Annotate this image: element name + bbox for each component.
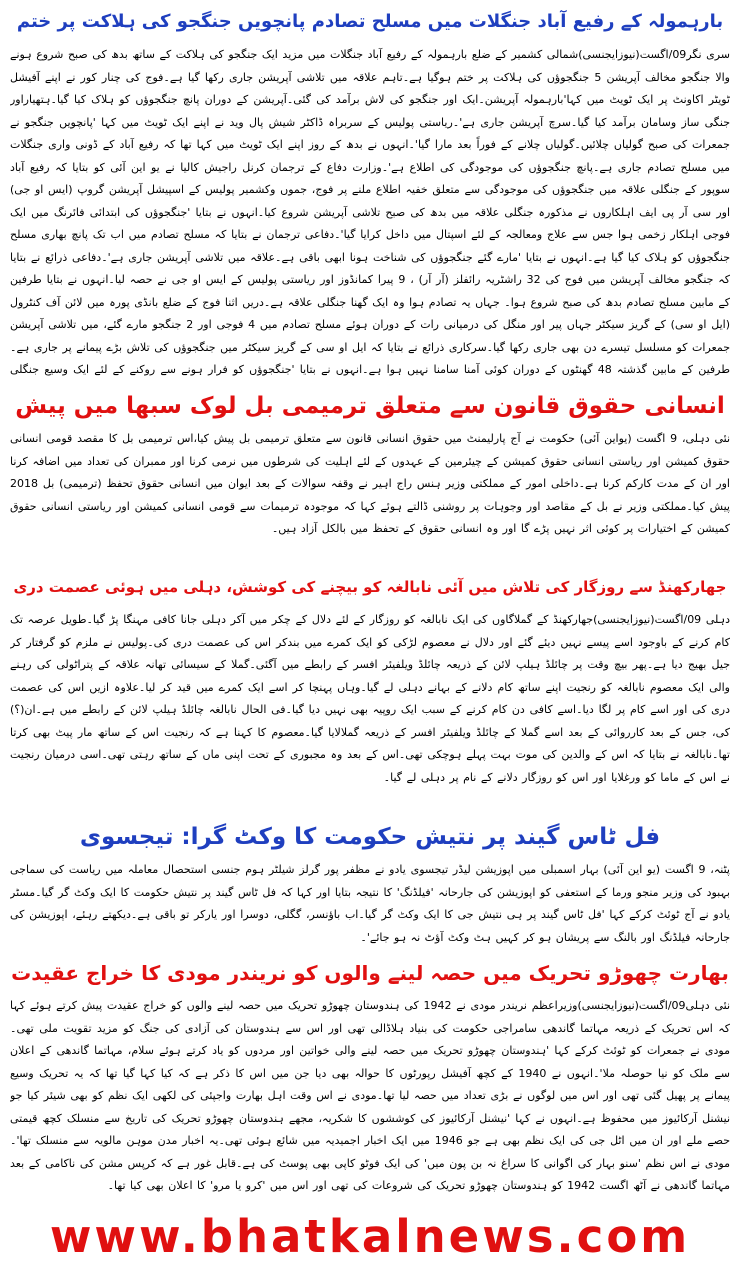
site-footer-url[interactable]: www.bhatkalnews.com — [49, 1210, 691, 1263]
article-body: دہلی 09/اگست(نیوزایجنسی)جھارکھنڈ کے گملاگاوں کی ایک نابالغہ کو روزگار کے لئے دلال کے چکر میں آکر دہلی جانا کافی مہنگا پڑ گیا۔طویل عرصہ تک کام کرنے کے باوجود اسے پیسے نہیں دیئے گئے اور دلال نے معصوم لڑکی کو ایک کمرے میں بندکر اس کی عصمت دری کی۔پولیس نے ملزم کو گرفتار کر جیل بھیج دیا ہے۔پھر بیچ وقت پر چائلڈ ہیلپ لائن کے ذریعہ چائلڈ ویلفیئر افسر کے رابطے میں آگئی۔گملا کے سیسائی تھانہ علاقہ کے پتراٹولی کی رہنے والی ایک معصوم نابالغہ کو رنجیت اپنے ساتھ کام دلانے کے بہانے دہلی لے گیا۔وہاں پہنچا کر اسے ایک کمرے میں قید کر لیا۔علاوہ ازیں اس کی عصمت دری کی اور اسے کام پر لگا دیا۔اسے کافی دن کام کرنے کے سبب ایک روپیہ بھی نہیں دیا گیا۔فی الحال نابالغہ چائلڈ ہیلپ لائن کے رابطے میں ہے۔ان(؟) کی، جس کے بعد کارروائی کے بعد اسے گملا کے چائلڈ ویلفیئر افسر کے ذریعہ گملالایا گیا۔معصوم کا کہنا ہے کہ رنجیت اس کے ساتھ مار پیٹ بھی کرتا تھا۔نابالغہ نے بتایا کہ اس کے والدین کی موت بہت پہلے ہوچکی تھی۔اس کے بعد وہ مجبوری کے تحت اپنی ماں کے ساتھ رہتی تھی۔اسی درمیان رنجیت نے اس کے ماما کو ورغلایا اور اس کو روزگار دلانے کے نام پر دہلی لے گیا۔ — [10, 613, 730, 784]
article-jharkhand-minor — [10, 569, 730, 813]
article-body: نئی دہلی09/اگست(نیوزایجنسی)وزیراعظم نریندر مودی نے 1942 کی ہندوستان چھوڑو تحریک میں حصہ لینے والوں کو خراج عقیدت پیش کرتے ہوئے کہا کہ اس تحریک کے ذریعہ مہاتما گاندھی سامراجی حکومت کی بنیاد ہلاڈالی تھی اور اس سے ہندوستان کی آزادی کی جنگ کو مزید تقویت ملی تھی۔مودی نے جمعرات کو ٹوئٹ کرکے کہا 'ہندوستان چھوڑو تحریک میں حصہ لینے والی خواتین اور مردوں کو یاد کرتے ہوئے سلام، مہاتما گاندھی کے اعلان سے ملک کو نیا حوصلہ ملا'۔انہوں نے 1940 کے کچھ آفیشل رپورٹوں کا حوالہ بھی دیا جن میں اس کا ذکر ہے کہ کیا کہا گیا تھا کہ یہ تحریک وسیع پیمانے پر پھیل گئی تھی اور اس میں لوگوں نے بڑی تعداد میں حصہ لیا تھا۔مودی نے اس وقت اہل بھارت واجپئی کی لکھی ایک نظم کو بھی شیئر کیا جو نیشنل آرکائیوز میں محفوظ ہے۔انہوں نے کہا 'نیشنل آرکائیوز کی کوششوں کا شکریہ، مجھے ہندوستان چھوڑو تحریک کی تاریخ سے منسلک کچھ قیمتی حصے ملے اور ان میں اٹل جی کی ایک نظم بھی ہے جو 1946 میں ایک اخبار اجمیدیہ میں شائع ہوئی تھی۔یہ اخبار مدن موہن مالویہ سے منسلک تھا'۔مودی نے اس نظم 'سنو بہار کی اگوانی کا سراغ نہ بن پون میں' کی ایک فوٹو کاپی بھی پوسٹ کی ہے۔قابل غور ہے کہ کرپس مشن کی ناکامی کے بعد مہاتما گاندھی نے آٹھ اگست 1942 کو ہندوستان چھوڑو تحریک کی شروعات کی تھی اور اس میں 'کرو یا مرو' کا اعلان بھی کیا تھا۔ — [10, 999, 730, 1192]
article-body: پٹنہ، 9 اگست (یو این آئی) بہار اسمبلی میں اپوزیشن لیڈر تیجسوی یادو نے مظفر پور گرلز شیلٹر ہوم جنسی استحصال معاملہ میں ریاست کی سماجی بہبود کی وزیر منجو ورما کے استعفی کو اپوزیشن کی جارحانہ 'فیلڈنگ' کا نتیجہ بتایا اور کہا کہ فل ٹاس گیند پر نتیش حکومت کا ایک وکٹ گر گیا۔مسٹر یادو نے آج ٹوئٹ کرکے کہا 'فل ٹاس گیند پر ہی نتیش جی کا ایک وکٹ گر گیا۔اب باؤنسر، گگلی، دوسرا اور یارکر تو باقی ہے۔دیکھتے رہئے، اپوزیشن کی جارحانہ فیلڈنگ اور بالنگ سے پریشان ہو کر کہیں ہٹ وکٹ آؤٹ نہ ہو جائے'۔ — [10, 863, 730, 944]
article-baramulla-encounter — [10, 4, 730, 382]
article-headline: بارہمولہ کے رفیع آباد جنگلات میں مسلح تصادم پانچویں جنگجو کی ہلاکت پر ختم — [16, 11, 724, 32]
article-body: نئی دہلی، 9 اگست (یواین آئی) حکومت نے آج پارلیمنٹ میں حقوق انسانی قانون سے متعلق ترمیمی بل پیش کیا،اس ترمیمی بل کا مقصد قومی انسانی حقوق کمیشن اور ریاستی انسانی حقوق کمیشن کے چیئرمین کے عہدوں کے لئے اہلیت کی شرطوں میں نرمی کرنا اور ممبران کی تعداد میں اضافہ کرنا اور ان کے مدت کارکم کرنا ہے۔داخلی امور کے مملکتی وزیر ہنس راج اہیر نے وقفہ سوالات کے بعد ایوان میں انسانی حقوق تحفظ (ترمیمی) بل 2018 پیش کیا۔مملکتی وزیر نے بل کے مقاصد اور وجوہات پر روشنی ڈالتے ہوئے کہا کہ موجودہ ترمیمات سے قومی انسانی کمیشن اور ریاستی انسانی حقوق کمیشن کے اختیارات پر کوئی اثر نہیں پڑے گا اور وہ انسانی حقوق کے تحفظ میں بالکل آزاد ہیں۔ — [10, 432, 730, 535]
article-headline: بھارت چھوڑو تحریک میں حصہ لینے والوں کو نریندر مودی کا خراج عقیدت — [11, 961, 729, 985]
article-headline: انسانی حقوق قانون سے متعلق ترمیمی بل لوک سبھا میں پیش — [15, 393, 725, 419]
article-headline: جھارکھنڈ سے روزگار کی تلاش میں آئی نابالغہ کو بیچنے کی کوشش، دہلی میں ہوئی عصمت دری — [13, 578, 727, 596]
article-human-rights-bill — [10, 388, 730, 563]
article-tejashwi-full-toss — [10, 819, 730, 949]
article-quit-india-tribute — [10, 955, 730, 1245]
article-body: سری نگر09/اگست(نیوزایجنسی)شمالی کشمیر کے ضلع بارہمولہ کے رفیع آباد جنگلات میں مزید ایک جنگجو کی ہلاکت کے ساتھ بدھ کی صبح شروع ہونے والا جنگجو مخالف آپریشن 5 جنگجوؤں کی ہلاکت پر ختم ہوگیا ہے۔تاہم علاقہ میں تلاشی آپریشن جاری رکھا گیا ہے۔فوج کی چنار کور نے اپنے آفیشل ٹویٹر اکاونٹ پر ایک ٹویٹ میں کہا'بارہمولہ آپریشن۔ایک اور جنگجو کی لاش برآمد کی گئی۔آپریشن کے دوران پانچ جنگجوؤں کو ہلاک کیا گیا۔ہتھیاراور جنگی ساز وسامان برآمد کیا گیا۔سرچ آپریشن جاری ہے'۔ریاستی پولیس کے سربراہ ڈاکٹر شیش پال وید نے اپنے ایک ٹویٹ میں کہا 'پانچویں جنگجو نے جمعرات کی صبح گولیاں چلائیں۔گولیاں چلانے کے فوراً بعد مارا گیا'۔انہوں نے بدھ کے روز اپنے ایک ٹویٹ میں کہا تھا کہ رفیع آباد کے ڈونی واری جنگلات میں مسلح تصادم جاری ہے۔پانچ جنگجوؤں کی موجودگی کی اطلاع ہے'۔وزارت دفاع کے ترجمان کرنل راجیش کالیا نے یو این آئی کو بتایا کہ رفیع آباد سوپور کے جنگلی علاقہ میں جنگجوؤں کی موجودگی سے متعلق خفیہ اطلاع ملنے پر فوج، جموں وکشمیر پولیس کے اسپیشل آپریشن گروپ (ایس او جی) اور سی آر پی ایف اہلکاروں نے مذکورہ جنگلی علاقہ میں بدھ کی صبح تلاشی آپریشن شروع کیا۔انہوں نے بتایا 'جنگجوؤں کی ابتدائی فائرنگ میں ایک فوجی اہلکار زخمی ہوا جس سے علاج ومعالجہ کے لئے اسپتال میں داخل کرایا گیا'۔دفاعی ترجمان نے بتایا کہ مسلح تصادم میں اب تک پانچ بھاری مسلح جنگجوؤں کو ہلاک کیا گیا ہے۔انہوں نے بتایا 'مارے گئے جنگجوؤں کی شناخت ہونا ابھی باقی ہے۔علاقہ میں تلاشی آپریشن جاری ہے'۔دفاعی ذرائع نے بتایا کہ جنگجو مخالف آپریشن میں فوج کی 32 راشٹریہ رائفلز (آر آر) ، 9 پیرا کمانڈوز اور ریاستی پولیس کے ایس او جی نے حصہ لیا۔انہوں نے بتایا طرفین کے مابین مسلح تصادم بدھ کی صبح شروع ہوا۔ جہاں یہ تصادم ہوا وہ ایک گھنا جنگلی علاقہ ہے۔دریں اثنا فوج کے ضلع بانڈی پورہ میں لائن آف کنٹرول (ایل او سی) کے گریز سیکٹر جہاں پیر اور منگل کی درمیانی رات کے دوران ہوئے مسلح تصادم میں 4 فوجی اور 2 جنگجو مارے گئے، میں تلاشی آپریشن جمعرات کو مسلسل تیسرے دن بھی جاری رکھا گیا۔سرکاری ذرائع نے بتایا کہ ایل او سی کے گریز سیکٹر میں جنگجوؤں کی تلاش بڑے پیمانے پر جاری ہے۔طرفین کے مابین گذشتہ 48 گھنٹوں کے دوران کوئی آمنا سامنا نہیں ہوا ہے۔انہوں نے بتایا 'جنگجوؤں کو فرار ہونے سے روکنے کے لئے ایک وسیع جنگلی — [10, 48, 730, 376]
article-headline: فل ٹاس گیند پر نتیش حکومت کا وکٹ گرا: تیجسوی — [79, 824, 661, 850]
